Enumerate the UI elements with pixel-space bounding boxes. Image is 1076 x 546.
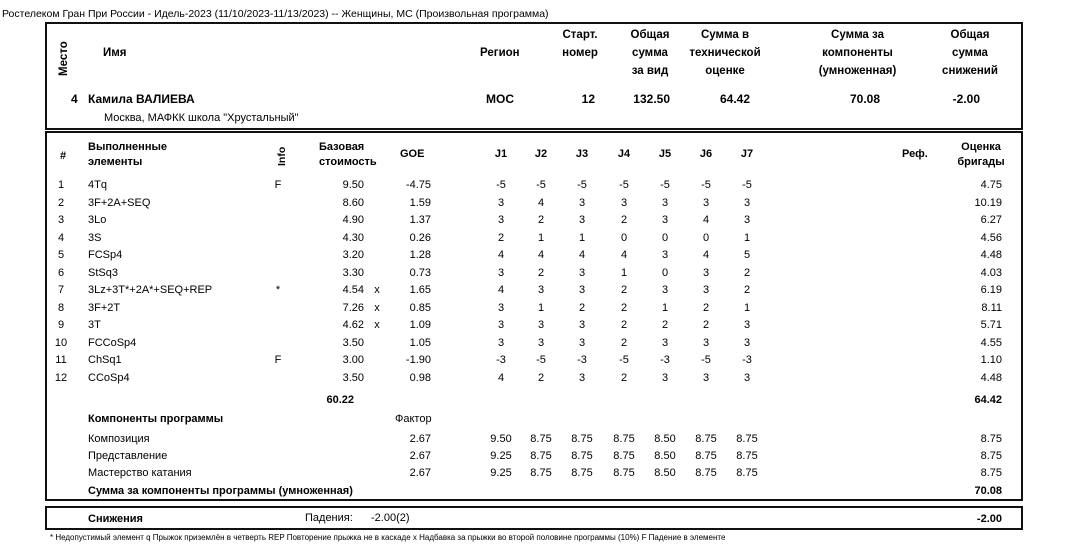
element-goe: 0.26 xyxy=(409,231,431,244)
judge-score: 3 xyxy=(702,196,710,209)
page-title: Ростелеком Гран При России - Идель-2023 (11/10/2023-11/13/2023) -- Женщины, МС (Произвольная программа) xyxy=(2,8,549,20)
goe-header: GOE xyxy=(400,148,425,160)
judge-score: 3 xyxy=(578,266,586,279)
component-judge-score: 8.75 xyxy=(571,450,593,462)
element-num: 12 xyxy=(54,371,68,384)
component-judge-score: 8.75 xyxy=(736,433,758,445)
component-row xyxy=(0,431,1076,448)
judge-score: 2 xyxy=(620,284,628,296)
element-info: F xyxy=(274,354,282,366)
judge-score: 2 xyxy=(537,266,545,279)
judge-score: 1 xyxy=(743,231,751,244)
element-goe: 0.73 xyxy=(409,266,431,279)
component-score: 8.75 xyxy=(980,467,1002,479)
judge-score: 3 xyxy=(497,196,505,209)
judge-score: 3 xyxy=(702,284,710,296)
component-judge-score: 8.75 xyxy=(571,467,593,479)
judge-score: -3 xyxy=(496,354,506,366)
table-row xyxy=(0,195,1076,212)
element-num: 4 xyxy=(57,231,65,244)
judge-header: J3 xyxy=(575,148,589,160)
components-title: Компоненты программы xyxy=(88,413,224,425)
table-row xyxy=(0,282,1076,299)
skater-pcs: 70.08 xyxy=(849,92,880,106)
judge-score: 2 xyxy=(497,231,505,244)
judge-score: 2 xyxy=(578,301,586,314)
num-header: # xyxy=(60,150,67,162)
element-goe: -4.75 xyxy=(405,179,431,191)
element-score: 6.27 xyxy=(980,214,1002,226)
judge-score: 3 xyxy=(620,196,628,209)
judge-score: 0 xyxy=(661,266,669,279)
judge-score: 3 xyxy=(497,266,505,279)
judge-score: 1 xyxy=(743,301,751,314)
component-judge-score: 8.75 xyxy=(571,433,593,445)
judge-score: 3 xyxy=(661,371,669,384)
start-no-header: Старт. номер xyxy=(562,29,598,59)
judge-score: 2 xyxy=(620,301,628,314)
element-base: 4.90 xyxy=(342,214,364,226)
element-name: 3T xyxy=(88,319,101,331)
judge-score: -5 xyxy=(619,354,629,366)
table-row xyxy=(0,265,1076,282)
skater-tes: 64.42 xyxy=(719,92,750,106)
component-name: Мастерство катания xyxy=(88,467,192,479)
judge-score: 3 xyxy=(578,214,586,226)
judge-score: 2 xyxy=(620,214,628,226)
falls-label: Падения: xyxy=(305,512,353,524)
judge-score: 3 xyxy=(743,336,751,349)
element-score: 4.56 xyxy=(980,231,1002,244)
score-header: Оценка бригады xyxy=(957,141,1005,168)
element-score: 4.55 xyxy=(980,336,1002,349)
skater-start-no: 12 xyxy=(581,92,595,106)
skater-region: МОС xyxy=(486,92,514,106)
table-row xyxy=(0,352,1076,369)
component-factor: 2.67 xyxy=(409,450,431,462)
element-goe: 1.37 xyxy=(409,214,431,226)
judge-score: 3 xyxy=(661,249,669,261)
component-judge-score: 8.75 xyxy=(530,433,552,445)
element-base: 7.26 xyxy=(342,301,364,314)
judge-score: 3 xyxy=(578,319,586,331)
deductions-header: Общая сумма снижений xyxy=(942,29,998,77)
elements-header: Выполненные элементы xyxy=(88,141,167,168)
element-name: 3F+2A+SEQ xyxy=(88,196,151,209)
factor-label: Фактор xyxy=(395,413,432,425)
element-score: 4.03 xyxy=(980,266,1002,279)
judge-score: 0 xyxy=(620,231,628,244)
element-name: FCCoSp4 xyxy=(88,336,137,349)
component-score: 8.75 xyxy=(980,450,1002,462)
element-goe: 1.28 xyxy=(409,249,431,261)
element-name: 3S xyxy=(88,231,102,244)
judge-score: 3 xyxy=(497,301,505,314)
element-name: FCSp4 xyxy=(88,249,123,261)
element-name: StSq3 xyxy=(88,266,118,279)
element-goe: 1.05 xyxy=(409,336,431,349)
table-row xyxy=(0,370,1076,387)
judge-score: 1 xyxy=(620,266,628,279)
judge-score: -3 xyxy=(742,354,752,366)
component-judge-score: 9.50 xyxy=(490,433,512,445)
skater-name: Камила ВАЛИЕВА xyxy=(88,92,195,106)
table-row xyxy=(0,247,1076,264)
element-num: 5 xyxy=(57,249,65,261)
place-header: Место xyxy=(58,41,70,76)
element-bonus-mark: x xyxy=(374,301,380,314)
element-num: 7 xyxy=(57,284,65,296)
judge-score: 1 xyxy=(537,301,545,314)
judge-score: 2 xyxy=(537,214,545,226)
judge-score: 2 xyxy=(743,284,751,296)
judge-score: 1 xyxy=(578,231,586,244)
component-name: Представление xyxy=(88,450,168,462)
component-row xyxy=(0,465,1076,482)
component-judge-score: 8.75 xyxy=(695,467,717,479)
judge-score: 4 xyxy=(537,249,545,261)
component-judge-score: 8.50 xyxy=(654,433,676,445)
ref-header: Реф. xyxy=(902,148,928,160)
element-base: 9.50 xyxy=(342,179,364,191)
judge-header: J7 xyxy=(740,148,754,160)
judge-score: 4 xyxy=(537,196,545,209)
component-judge-score: 8.75 xyxy=(530,467,552,479)
judge-score: 4 xyxy=(702,214,710,226)
component-name: Композиция xyxy=(88,433,150,445)
component-judge-score: 8.50 xyxy=(654,467,676,479)
judge-score: 2 xyxy=(620,319,628,331)
components-total-label: Сумма за компоненты программы (умноженная) xyxy=(88,485,353,497)
element-num: 11 xyxy=(55,354,67,366)
element-num: 3 xyxy=(57,214,65,226)
element-goe: 1.65 xyxy=(409,284,431,296)
judge-header: J2 xyxy=(534,148,548,160)
judge-score: 4 xyxy=(620,249,628,261)
judge-score: 4 xyxy=(578,249,586,261)
judge-score: 3 xyxy=(578,196,586,209)
judge-score: -5 xyxy=(742,179,752,191)
skater-place: 4 xyxy=(71,92,78,106)
judge-score: 3 xyxy=(743,214,751,226)
skater-deductions: -2.00 xyxy=(952,92,980,106)
base-total: 60.22 xyxy=(326,394,354,406)
element-num: 6 xyxy=(57,266,65,279)
table-row xyxy=(0,177,1076,194)
judge-score: 0 xyxy=(702,231,710,244)
element-num: 8 xyxy=(57,301,65,314)
element-score: 10.19 xyxy=(974,196,1002,209)
judge-score: 3 xyxy=(661,196,669,209)
element-name: CCoSp4 xyxy=(88,371,130,384)
element-score: 4.48 xyxy=(980,249,1002,261)
element-bonus-mark: x xyxy=(374,284,380,296)
judge-score: 2 xyxy=(620,371,628,384)
tes-total: 64.42 xyxy=(974,394,1002,406)
element-goe: 1.09 xyxy=(409,319,431,331)
judge-score: 3 xyxy=(537,336,545,349)
component-judge-score: 8.50 xyxy=(654,450,676,462)
info-header: Info xyxy=(276,146,288,166)
judge-score: 1 xyxy=(537,231,545,244)
deductions-total: -2.00 xyxy=(976,513,1002,525)
element-base: 4.62 xyxy=(342,319,364,331)
judge-score: 3 xyxy=(578,371,586,384)
judge-score: 4 xyxy=(497,284,505,296)
judge-score: -5 xyxy=(701,179,711,191)
total-header: Общая сумма за вид xyxy=(630,29,670,77)
element-goe: -1.90 xyxy=(405,354,431,366)
table-row xyxy=(0,230,1076,247)
component-judge-score: 8.75 xyxy=(530,450,552,462)
skater-total: 132.50 xyxy=(633,92,670,106)
component-judge-score: 9.25 xyxy=(490,450,512,462)
judge-score: 3 xyxy=(578,284,586,296)
judge-score: -5 xyxy=(619,179,629,191)
component-judge-score: 9.25 xyxy=(490,467,512,479)
table-row xyxy=(0,212,1076,229)
pcs-header: Сумма за компоненты (умноженная) xyxy=(818,29,897,77)
judge-score: 2 xyxy=(743,266,751,279)
element-score: 8.11 xyxy=(981,301,1002,314)
deductions-box xyxy=(45,506,1023,530)
table-row xyxy=(0,317,1076,334)
component-row xyxy=(0,448,1076,465)
component-judge-score: 8.75 xyxy=(695,433,717,445)
judge-header: J5 xyxy=(658,148,672,160)
element-base: 8.60 xyxy=(342,196,364,209)
component-factor: 2.67 xyxy=(409,467,431,479)
judge-score: 3 xyxy=(661,284,669,296)
element-goe: 0.85 xyxy=(409,301,431,314)
component-factor: 2.67 xyxy=(409,433,431,445)
element-goe: 1.59 xyxy=(409,196,431,209)
judge-score: 2 xyxy=(537,371,545,384)
judge-score: -5 xyxy=(496,179,506,191)
judge-score: 3 xyxy=(497,336,505,349)
table-row xyxy=(0,335,1076,352)
judge-score: 3 xyxy=(661,336,669,349)
element-base: 4.30 xyxy=(342,231,364,244)
judge-score: -5 xyxy=(660,179,670,191)
element-num: 9 xyxy=(57,319,65,331)
judge-score: 2 xyxy=(661,319,669,331)
judge-score: 2 xyxy=(620,336,628,349)
element-name: 3Lo xyxy=(88,214,107,226)
judge-score: 3 xyxy=(537,284,545,296)
falls-value: -2.00(2) xyxy=(371,512,410,524)
judge-score: 3 xyxy=(702,266,710,279)
judge-score: 3 xyxy=(702,336,710,349)
element-score: 4.75 xyxy=(980,179,1002,191)
element-name: 3Lz+3T*+2A*+SEQ+REP xyxy=(88,284,213,296)
judge-score: 3 xyxy=(497,214,505,226)
element-name: 4Tq xyxy=(88,179,107,191)
judge-header: J1 xyxy=(494,148,508,160)
region-header: Регион xyxy=(480,47,520,59)
table-row xyxy=(0,300,1076,317)
element-num: 2 xyxy=(57,196,65,209)
judge-score: -5 xyxy=(701,354,711,366)
element-base: 3.50 xyxy=(342,336,364,349)
element-info: F xyxy=(274,179,282,191)
base-header: Базовая стоимость xyxy=(319,141,377,168)
judge-score: 3 xyxy=(497,319,505,331)
judge-score: 4 xyxy=(702,249,710,261)
judge-score: 5 xyxy=(743,249,751,261)
element-name: 3F+2T xyxy=(88,301,121,314)
judge-score: 4 xyxy=(497,249,505,261)
name-header: Имя xyxy=(103,47,127,59)
element-score: 5.71 xyxy=(980,319,1002,331)
component-judge-score: 8.75 xyxy=(613,433,635,445)
judge-score: 2 xyxy=(702,319,710,331)
deductions-label: Снижения xyxy=(88,513,143,525)
component-score: 8.75 xyxy=(980,433,1002,445)
element-num: 10 xyxy=(54,336,68,349)
judge-score: -3 xyxy=(577,354,587,366)
judge-score: -5 xyxy=(577,179,587,191)
element-base: 3.20 xyxy=(342,249,364,261)
judge-score: 3 xyxy=(743,319,751,331)
judge-score: -5 xyxy=(536,179,546,191)
judge-score: 3 xyxy=(661,214,669,226)
element-num: 1 xyxy=(57,179,65,191)
judge-score: 2 xyxy=(702,301,710,314)
component-judge-score: 8.75 xyxy=(613,450,635,462)
element-info: * xyxy=(275,284,281,296)
judge-header: J4 xyxy=(617,148,631,160)
skater-club: Москва, МАФКК школа "Хрустальный" xyxy=(104,112,299,124)
footnote: * Недопустимый элемент q Прыжок приземлён в четверть REP Повторение прыжка не в каскаде x Надбавка за прыжки во второй половине программы (10%) F Падение в элементе xyxy=(50,533,726,542)
component-judge-score: 8.75 xyxy=(613,467,635,479)
judge-score: 1 xyxy=(661,301,669,314)
judge-score: 3 xyxy=(702,371,710,384)
judge-score: -3 xyxy=(660,354,670,366)
component-judge-score: 8.75 xyxy=(695,450,717,462)
judge-score: 4 xyxy=(497,371,505,384)
judge-score: 3 xyxy=(743,371,751,384)
judge-header: J6 xyxy=(699,148,713,160)
element-score: 4.48 xyxy=(980,371,1002,384)
element-goe: 0.98 xyxy=(409,371,431,384)
judge-score: -5 xyxy=(536,354,546,366)
tes-header: Сумма в технической оценке xyxy=(689,29,761,77)
judge-score: 3 xyxy=(743,196,751,209)
judge-score: 3 xyxy=(537,319,545,331)
element-base: 3.50 xyxy=(342,371,364,384)
component-judge-score: 8.75 xyxy=(736,450,758,462)
component-judge-score: 8.75 xyxy=(736,467,758,479)
element-bonus-mark: x xyxy=(374,319,380,331)
element-base: 3.30 xyxy=(342,266,364,279)
element-score: 1.10 xyxy=(980,354,1002,366)
element-base: 3.00 xyxy=(342,354,364,366)
judge-score: 3 xyxy=(578,336,586,349)
element-base: 4.54 xyxy=(342,284,364,296)
components-total: 70.08 xyxy=(974,485,1002,497)
judge-score: 0 xyxy=(661,231,669,244)
element-score: 6.19 xyxy=(980,284,1002,296)
element-name: ChSq1 xyxy=(88,354,122,366)
